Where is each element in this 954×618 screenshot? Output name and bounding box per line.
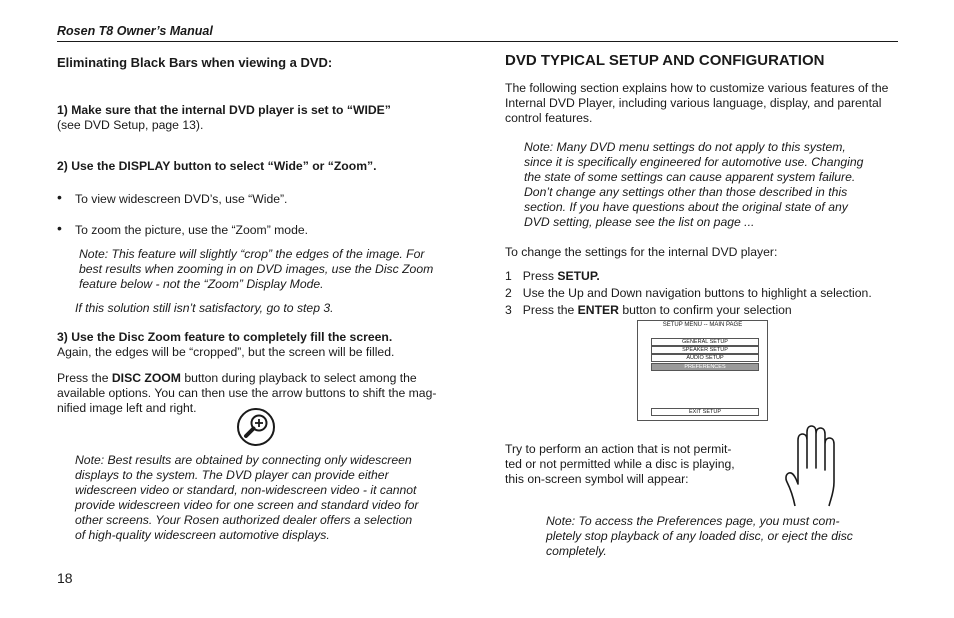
disc-zoom-key: DISC ZOOM [111, 371, 181, 385]
step-2-title: 2) Use the DISPLAY button to select “Wide” or “Zoom”. [57, 159, 377, 173]
menu-item-preferences: PREFERENCES [651, 363, 759, 371]
try-line: ted or not permitted while a disc is playing, [505, 457, 735, 471]
step-text: Press the [522, 303, 578, 317]
enter-key: ENTER [577, 303, 619, 317]
menu-item-general-setup: GENERAL SETUP [651, 338, 759, 346]
bullet-wide: To view widescreen DVD’s, use “Wide”. [75, 192, 288, 206]
note-line: Note: Many DVD menu settings do not apply to this system, [524, 140, 846, 154]
note-line: feature below - not the “Zoom” Display Mode. [79, 277, 324, 291]
right-heading: DVD TYPICAL SETUP AND CONFIGURATION [505, 52, 825, 69]
change-settings-line: To change the settings for the internal DVD player: [505, 245, 778, 259]
note-line: of high-quality widescreen automotive displays. [75, 528, 330, 542]
note-line: Note: To access the Preferences page, you must com- [546, 514, 840, 528]
step-3-sub: Again, the edges will be “cropped”, but the screen will be filled. [57, 345, 395, 359]
note-line: displays to the system. The DVD player can provide either [75, 468, 389, 482]
try-paragraph [505, 442, 735, 487]
step-1 [57, 103, 391, 133]
press-line3: nified image left and right. [57, 401, 197, 415]
note-widescreen [75, 453, 419, 543]
note-line: Don’t change any settings other than those described in this [524, 185, 848, 199]
step-text: Press [522, 269, 558, 283]
note-line: other screens. Your Rosen authorized dealer offers a selection [75, 513, 413, 527]
bullet-dot-icon: • [57, 220, 62, 236]
note-line: Note: Best results are obtained by connecting only widescreen [75, 453, 412, 467]
step-text: button to confirm your selection [618, 303, 792, 317]
note-line: the state of some settings can cause apparent system failure. [524, 170, 856, 184]
note-step3: If this solution still isn’t satisfactory, go to step 3. [75, 301, 334, 315]
note-line: section. If you have questions about the original state of any [524, 200, 848, 214]
try-line: Try to perform an action that is not permit- [505, 442, 732, 456]
note-line: since it is specifically engineered for automotive use. Changing [524, 155, 864, 169]
note-crop [79, 247, 433, 292]
step-num: 3 [505, 303, 512, 317]
note-line: best results when zooming in on DVD images, use the Disc Zoom [79, 262, 434, 276]
setup-menu-screen [637, 320, 768, 421]
press-pre: Press the [57, 371, 112, 385]
step-1-title: 1) Make sure that the internal DVD player is set to “WIDE” [57, 103, 391, 117]
menu-item-audio-setup: AUDIO SETUP [651, 354, 759, 362]
intro-paragraph [505, 81, 888, 126]
step-3 [57, 330, 394, 360]
header-rule [57, 41, 898, 42]
note-line: completely. [546, 544, 607, 558]
note-dvd-settings [524, 140, 863, 230]
press-line2: available options. You can then use the arrow buttons to shift the mag- [57, 386, 437, 400]
setup-menu-title: SETUP MENU -- MAIN PAGE [662, 322, 743, 328]
manual-title: Rosen T8 Owner’s Manual [57, 24, 213, 38]
intro-line: The following section explains how to customize various features of the [505, 81, 889, 95]
step-num: 1 [505, 269, 512, 283]
note-line: Note: This feature will slightly “crop” the edges of the image. For [79, 247, 425, 261]
hand-stop-icon [783, 424, 841, 510]
zoom-in-magnifier-icon [236, 407, 276, 447]
note-line: provide widescreen video for one screen and standard video for [75, 498, 419, 512]
menu-item-speaker-setup: SPEAKER SETUP [651, 346, 759, 354]
menu-item-exit-setup: EXIT SETUP [651, 408, 759, 416]
note-line: widescreen video or standard, non-widescreen video - it cannot [75, 483, 417, 497]
intro-line: control features. [505, 111, 593, 125]
step-num: 2 [505, 286, 512, 300]
left-heading: Eliminating Black Bars when viewing a DVD: [57, 55, 333, 70]
bullet-dot-icon: • [57, 189, 62, 205]
intro-line: Internal DVD Player, including various language, display, and parental [505, 96, 882, 110]
step-1-sub: (see DVD Setup, page 13). [57, 118, 204, 132]
steps-list [505, 269, 872, 318]
note-line: DVD setting, please see the list on page ... [524, 215, 755, 229]
note-preferences [546, 514, 853, 559]
try-line: this on-screen symbol will appear: [505, 472, 689, 486]
step-text: Use the Up and Down navigation buttons to highlight a selection. [522, 286, 872, 300]
step-3-title: 3) Use the Disc Zoom feature to completely fill the screen. [57, 330, 393, 344]
note-line: pletely stop playback of any loaded disc, or eject the disc [546, 529, 853, 543]
press-post: button during playback to select among the [180, 371, 417, 385]
page-number: 18 [57, 570, 73, 586]
bullet-zoom: To zoom the picture, use the “Zoom” mode. [75, 223, 309, 237]
setup-key: SETUP. [557, 269, 600, 283]
